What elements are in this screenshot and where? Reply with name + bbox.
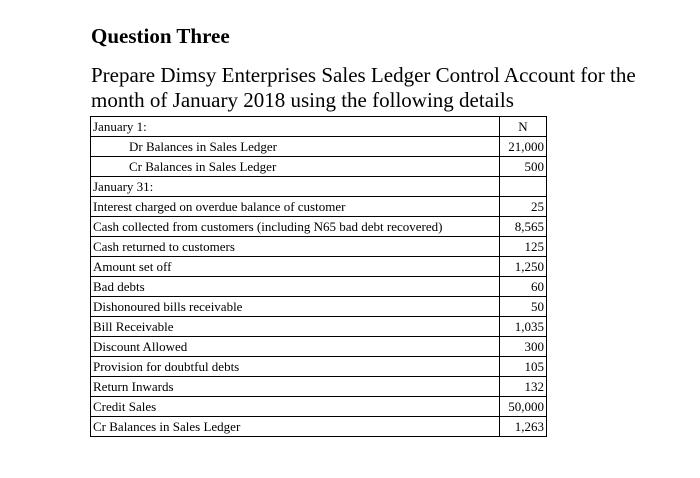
table-row xyxy=(91,377,547,397)
table-row xyxy=(91,417,547,437)
question-heading: Question Three xyxy=(91,24,230,48)
instructions-line-2: month of January 2018 using the following details xyxy=(91,88,514,112)
table-row xyxy=(91,317,547,337)
row-amount: 8,565 xyxy=(500,217,547,237)
table-row xyxy=(91,257,547,277)
row-description: Bill Receivable xyxy=(91,317,500,337)
table-row xyxy=(91,197,547,217)
row-amount: 50,000 xyxy=(500,397,547,417)
row-amount: 1,250 xyxy=(500,257,547,277)
row-description: Bad debts xyxy=(91,277,500,297)
row-amount: 300 xyxy=(500,337,547,357)
row-description: Provision for doubtful debts xyxy=(91,357,500,377)
table-row xyxy=(91,217,547,237)
row-amount: 132 xyxy=(500,377,547,397)
ledger-details-table xyxy=(90,116,547,437)
table-row xyxy=(91,137,547,157)
table-row xyxy=(91,157,547,177)
table-row xyxy=(91,357,547,377)
currency-header: N xyxy=(500,117,547,137)
instructions-line-1: Prepare Dimsy Enterprises Sales Ledger Control Account for the xyxy=(91,63,636,87)
row-description: January 31: xyxy=(91,177,500,197)
table-row xyxy=(91,117,547,137)
table-row xyxy=(91,297,547,317)
row-description: Cr Balances in Sales Ledger xyxy=(91,417,500,437)
row-amount: 1,035 xyxy=(500,317,547,337)
row-amount: 125 xyxy=(500,237,547,257)
row-description: Return Inwards xyxy=(91,377,500,397)
instructions-text xyxy=(91,63,691,113)
table-row xyxy=(91,237,547,257)
row-description: Dr Balances in Sales Ledger xyxy=(91,137,500,157)
row-amount: 1,263 xyxy=(500,417,547,437)
row-description: Credit Sales xyxy=(91,397,500,417)
row-description: Cash returned to customers xyxy=(91,237,500,257)
row-description: Dishonoured bills receivable xyxy=(91,297,500,317)
table-row xyxy=(91,277,547,297)
row-amount: 50 xyxy=(500,297,547,317)
row-amount: 21,000 xyxy=(500,137,547,157)
table-row xyxy=(91,337,547,357)
table-row xyxy=(91,397,547,417)
row-description: Cr Balances in Sales Ledger xyxy=(91,157,500,177)
row-description: Discount Allowed xyxy=(91,337,500,357)
row-amount: 500 xyxy=(500,157,547,177)
row-description: Interest charged on overdue balance of customer xyxy=(91,197,500,217)
row-amount: 25 xyxy=(500,197,547,217)
row-description: January 1: xyxy=(91,117,500,137)
row-description: Amount set off xyxy=(91,257,500,277)
table-row xyxy=(91,177,547,197)
row-amount: 60 xyxy=(500,277,547,297)
row-description: Cash collected from customers (including N65 bad debt recovered) xyxy=(91,217,500,237)
row-amount xyxy=(500,177,547,197)
row-amount: 105 xyxy=(500,357,547,377)
